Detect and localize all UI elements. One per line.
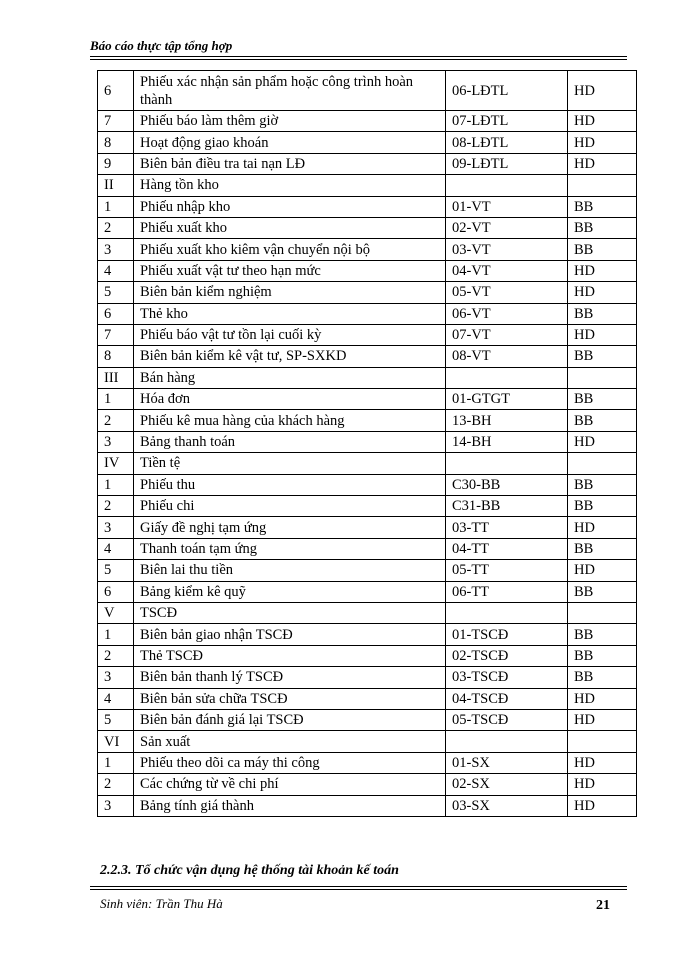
document-name: Thanh toán tạm ứng	[134, 538, 446, 559]
document-name: Bảng tính giá thành	[134, 795, 446, 816]
document-name: Phiếu báo làm thêm giờ	[134, 111, 446, 132]
document-type: HD	[568, 431, 637, 452]
row-number: 1	[98, 752, 134, 773]
row-number: 2	[98, 774, 134, 795]
document-name: Phiếu xuất kho kiêm vận chuyển nội bộ	[134, 239, 446, 260]
table-row	[98, 474, 637, 495]
document-type: BB	[568, 239, 637, 260]
document-code: 05-VT	[446, 282, 568, 303]
table-row	[98, 453, 637, 474]
document-type: BB	[568, 645, 637, 666]
row-number: 1	[98, 389, 134, 410]
document-name: Biên bản kiểm kê vật tư, SP-SXKD	[134, 346, 446, 367]
table-row	[98, 175, 637, 196]
document-name: Biên bản kiểm nghiệm	[134, 282, 446, 303]
document-code	[446, 602, 568, 623]
document-name: Biên bản điều tra tai nạn LĐ	[134, 153, 446, 174]
document-name: Biên bản giao nhận TSCĐ	[134, 624, 446, 645]
row-number: III	[98, 367, 134, 388]
document-type: BB	[568, 496, 637, 517]
row-number: 9	[98, 153, 134, 174]
table-row	[98, 410, 637, 431]
document-code: 03-TT	[446, 517, 568, 538]
document-type: BB	[568, 581, 637, 602]
row-number: 3	[98, 431, 134, 452]
table-row	[98, 346, 637, 367]
table-row	[98, 217, 637, 238]
row-number: IV	[98, 453, 134, 474]
table-row	[98, 196, 637, 217]
table-row	[98, 731, 637, 752]
document-type: HD	[568, 774, 637, 795]
row-number: 6	[98, 581, 134, 602]
row-number: 5	[98, 560, 134, 581]
document-name: Phiếu theo dõi ca máy thi công	[134, 752, 446, 773]
table-row	[98, 581, 637, 602]
document-name: TSCĐ	[134, 602, 446, 623]
document-name: Biên bản thanh lý TSCĐ	[134, 667, 446, 688]
document-name: Bảng thanh toán	[134, 431, 446, 452]
document-code: 04-VT	[446, 260, 568, 281]
document-code: 01-GTGT	[446, 389, 568, 410]
document-type: HD	[568, 709, 637, 730]
document-name: Phiếu xuất vật tư theo hạn mức	[134, 260, 446, 281]
document-name: Hóa đơn	[134, 389, 446, 410]
table-row	[98, 560, 637, 581]
document-name: Phiếu báo vật tư tồn lại cuối kỳ	[134, 324, 446, 345]
table-row	[98, 667, 637, 688]
document-type: HD	[568, 795, 637, 816]
row-number: 2	[98, 645, 134, 666]
document-type: HD	[568, 324, 637, 345]
header-title: Báo cáo thực tập tổng hợp	[90, 38, 233, 53]
document-type: BB	[568, 624, 637, 645]
table-row	[98, 624, 637, 645]
document-code: 01-VT	[446, 196, 568, 217]
document-code: 03-SX	[446, 795, 568, 816]
document-name: Biên bản đánh giá lại TSCĐ	[134, 709, 446, 730]
footer-rule-secondary	[90, 889, 627, 890]
document-code: 03-TSCĐ	[446, 667, 568, 688]
document-name: Bảng kiểm kê quỹ	[134, 581, 446, 602]
document-name: Phiếu xuất kho	[134, 217, 446, 238]
row-number: 4	[98, 260, 134, 281]
document-type: HD	[568, 517, 637, 538]
table-row	[98, 303, 637, 324]
document-code	[446, 367, 568, 388]
document-code: 03-VT	[446, 239, 568, 260]
row-number: 1	[98, 196, 134, 217]
row-number: V	[98, 602, 134, 623]
page-number: 21	[596, 898, 610, 913]
table-row	[98, 602, 637, 623]
document-code: 08-LĐTL	[446, 132, 568, 153]
row-number: 4	[98, 538, 134, 559]
table-row	[98, 795, 637, 816]
document-name: Giấy đề nghị tạm ứng	[134, 517, 446, 538]
document-type: HD	[568, 111, 637, 132]
document-type: HD	[568, 260, 637, 281]
table-row	[98, 282, 637, 303]
document-type	[568, 453, 637, 474]
document-name: Phiếu kê mua hàng của khách hàng	[134, 410, 446, 431]
header-rule	[90, 56, 627, 57]
document-code: 07-VT	[446, 324, 568, 345]
document-name: Các chứng từ về chi phí	[134, 774, 446, 795]
document-type: BB	[568, 474, 637, 495]
document-type: BB	[568, 538, 637, 559]
document-name: Sản xuất	[134, 731, 446, 752]
document-name: Hàng tồn kho	[134, 175, 446, 196]
row-number: 2	[98, 496, 134, 517]
document-type: BB	[568, 196, 637, 217]
table-row	[98, 538, 637, 559]
document-code: 05-TSCĐ	[446, 709, 568, 730]
document-code: 09-LĐTL	[446, 153, 568, 174]
row-number: 1	[98, 624, 134, 645]
document-code: C31-BB	[446, 496, 568, 517]
table-row	[98, 517, 637, 538]
document-code: 02-SX	[446, 774, 568, 795]
row-number: 3	[98, 517, 134, 538]
document-type: BB	[568, 410, 637, 431]
table-row	[98, 153, 637, 174]
table-row	[98, 324, 637, 345]
document-name: Bán hàng	[134, 367, 446, 388]
document-type: HD	[568, 153, 637, 174]
document-name: Biên lai thu tiền	[134, 560, 446, 581]
document-code: 02-TSCĐ	[446, 645, 568, 666]
document-type	[568, 367, 637, 388]
document-code: 07-LĐTL	[446, 111, 568, 132]
student-name: Sinh viên: Trần Thu Hà	[100, 896, 223, 911]
footer-rule	[90, 886, 627, 887]
row-number: 5	[98, 709, 134, 730]
document-code: 04-TSCĐ	[446, 688, 568, 709]
table-row	[98, 752, 637, 773]
table-row	[98, 367, 637, 388]
row-number: 8	[98, 346, 134, 367]
document-type: HD	[568, 132, 637, 153]
row-number: 7	[98, 111, 134, 132]
document-type: HD	[568, 71, 637, 111]
document-type	[568, 731, 637, 752]
document-code	[446, 175, 568, 196]
table-row	[98, 645, 637, 666]
table-row	[98, 688, 637, 709]
document-code: 13-BH	[446, 410, 568, 431]
row-number: 3	[98, 667, 134, 688]
row-number: 5	[98, 282, 134, 303]
document-name: Phiếu chi	[134, 496, 446, 517]
row-number: VI	[98, 731, 134, 752]
table-row	[98, 132, 637, 153]
document-table	[97, 70, 637, 817]
table-row	[98, 260, 637, 281]
row-number: 6	[98, 303, 134, 324]
document-code: 02-VT	[446, 217, 568, 238]
table-row	[98, 774, 637, 795]
document-code: 04-TT	[446, 538, 568, 559]
document-code: 06-LĐTL	[446, 71, 568, 111]
document-type: BB	[568, 346, 637, 367]
document-name: Phiếu xác nhận sản phẩm hoặc công trình hoàn thành	[134, 71, 446, 111]
document-type: HD	[568, 560, 637, 581]
document-code: 01-TSCĐ	[446, 624, 568, 645]
table-row	[98, 71, 637, 111]
table-row	[98, 239, 637, 260]
document-type: HD	[568, 282, 637, 303]
document-code: 05-TT	[446, 560, 568, 581]
document-name: Thẻ TSCĐ	[134, 645, 446, 666]
table-row	[98, 389, 637, 410]
document-table-body	[98, 71, 637, 817]
document-type	[568, 175, 637, 196]
document-type: BB	[568, 217, 637, 238]
table-row	[98, 496, 637, 517]
document-code: 08-VT	[446, 346, 568, 367]
row-number: 2	[98, 217, 134, 238]
table-row	[98, 431, 637, 452]
document-name: Phiếu thu	[134, 474, 446, 495]
document-name: Thẻ kho	[134, 303, 446, 324]
row-number: 3	[98, 795, 134, 816]
row-number: 2	[98, 410, 134, 431]
document-code	[446, 453, 568, 474]
row-number: 7	[98, 324, 134, 345]
row-number: II	[98, 175, 134, 196]
document-type: HD	[568, 752, 637, 773]
row-number: 4	[98, 688, 134, 709]
document-name: Phiếu nhập kho	[134, 196, 446, 217]
table-row	[98, 111, 637, 132]
row-number: 8	[98, 132, 134, 153]
row-number: 3	[98, 239, 134, 260]
document-code: 06-VT	[446, 303, 568, 324]
document-type: HD	[568, 688, 637, 709]
document-type: BB	[568, 303, 637, 324]
document-code: C30-BB	[446, 474, 568, 495]
row-number: 1	[98, 474, 134, 495]
document-name: Tiền tệ	[134, 453, 446, 474]
document-code	[446, 731, 568, 752]
document-code: 14-BH	[446, 431, 568, 452]
document-type: BB	[568, 389, 637, 410]
document-type	[568, 602, 637, 623]
row-number: 6	[98, 71, 134, 111]
document-code: 06-TT	[446, 581, 568, 602]
document-type: BB	[568, 667, 637, 688]
table-row	[98, 709, 637, 730]
document-code: 01-SX	[446, 752, 568, 773]
document-name: Hoạt động giao khoán	[134, 132, 446, 153]
header-rule-secondary	[90, 59, 627, 60]
document-name: Biên bản sửa chữa TSCĐ	[134, 688, 446, 709]
section-heading: 2.2.3. Tổ chức vận dụng hệ thống tài khoản kế toán	[100, 863, 399, 878]
